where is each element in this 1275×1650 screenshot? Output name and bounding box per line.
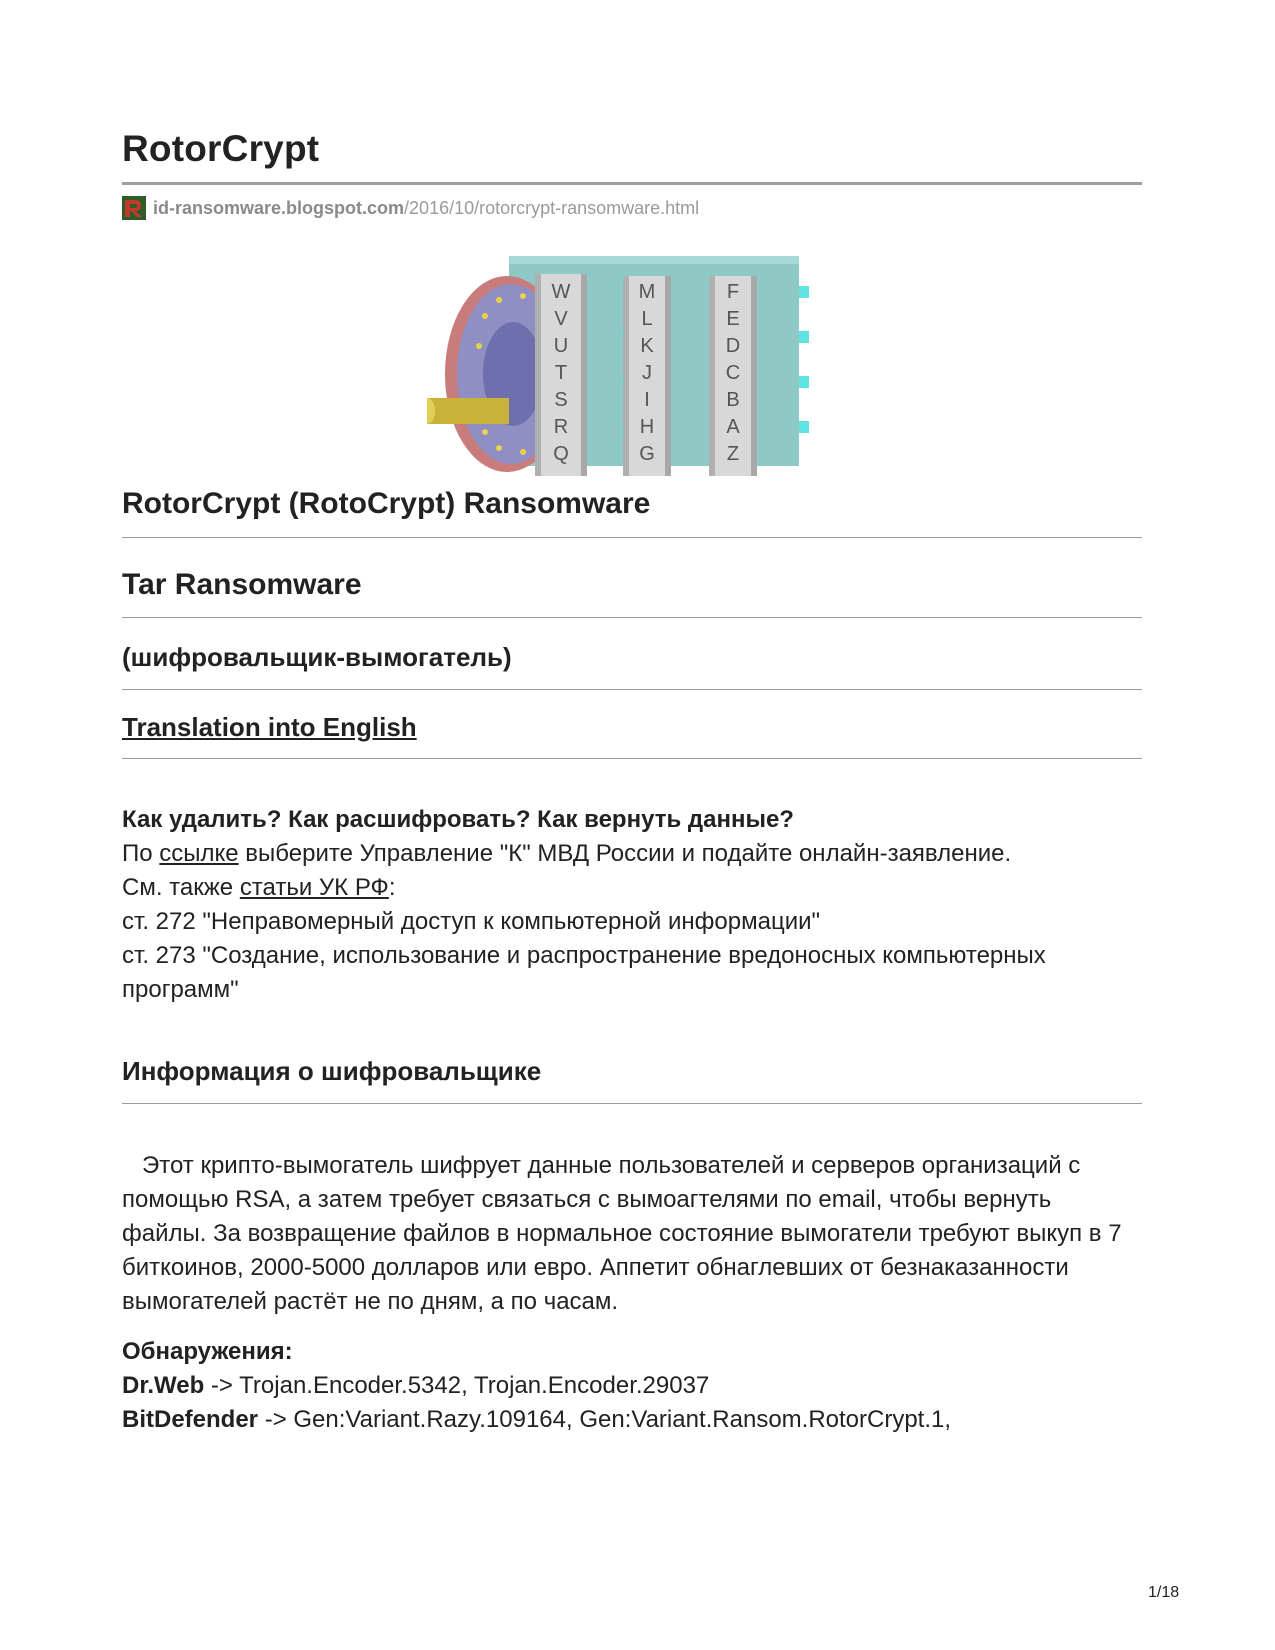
howto-line-3: ст. 272 "Неправомерный доступ к компьютерной информации" [122, 908, 821, 935]
source-path: /2016/10/rotorcrypt-ransomware.html [404, 197, 700, 218]
source-url[interactable] [122, 196, 699, 220]
text: По [122, 840, 160, 867]
rotor-letter: M [638, 281, 656, 303]
rotor-letter: B [726, 389, 740, 411]
detection-row [122, 1369, 1142, 1403]
detection-result: -> Trojan.Encoder.5342, Trojan.Encoder.29037 [204, 1372, 710, 1399]
rotor-letter: K [640, 335, 654, 357]
rotor-letter: F [726, 281, 740, 303]
translation-link[interactable]: Translation into English [122, 712, 417, 742]
rotor-letter: L [641, 308, 653, 330]
detection-row [122, 1403, 1142, 1437]
heading-rotorcrypt: RotorCrypt (RotoCrypt) Ransomware [122, 487, 651, 520]
title-divider [122, 182, 1142, 185]
rotor-letter: Z [726, 443, 740, 465]
rotor-letter: Q [553, 443, 569, 465]
rotor-letter: S [554, 389, 568, 411]
heading-tar-ransomware: Tar Ransomware [122, 568, 362, 601]
rotor-cipher-image [427, 256, 847, 476]
rotor-letter: I [644, 389, 650, 411]
rotor-letter: G [639, 443, 655, 465]
divider [122, 689, 1142, 690]
detections-section [122, 1335, 1142, 1437]
rotor-letter: H [639, 416, 655, 438]
howto-line-4: ст. 273 "Создание, использование и распространение вредоносных компьютерных программ" [122, 942, 1046, 1003]
howto-section [122, 803, 1142, 1007]
heading-info: Информация о шифровальщике [122, 1056, 542, 1086]
divider [122, 1103, 1142, 1104]
howto-title: Как удалить? Как расшифровать? Как вернуть данные? [122, 806, 794, 833]
rotor-letter: U [553, 335, 569, 357]
rotor-letter: J [642, 362, 652, 384]
rotor-letter: T [554, 362, 568, 384]
divider [122, 617, 1142, 618]
divider [122, 537, 1142, 538]
site-favicon-icon [122, 196, 146, 220]
document-title: RotorCrypt [122, 128, 320, 169]
rotor-letter: R [553, 416, 569, 438]
howto-line-2 [122, 871, 1142, 905]
text: выберите Управление "К" МВД России и подайте онлайн-заявление. [238, 840, 1012, 867]
page-number: 1/18 [1148, 1584, 1180, 1601]
text: : [388, 874, 396, 901]
detections-title: Обнаружения: [122, 1338, 293, 1365]
heading-ransomware-ru: (шифровальщик-вымогатель) [122, 642, 512, 672]
divider [122, 758, 1142, 759]
rotor-letter: C [725, 362, 741, 384]
rotor-letter: V [554, 308, 568, 330]
detection-vendor: BitDefender [122, 1406, 259, 1433]
text: См. также [122, 874, 240, 901]
detection-result: -> Gen:Variant.Razy.109164, Gen:Variant.Ransom.RotorCrypt.1, [258, 1406, 952, 1433]
info-paragraph: Этот крипто-вымогатель шифрует данные пользователей и серверов организаций с помощью RSA, а затем требует связаться с вымоагтелями по email, чтобы вернуть файлы. За возвращение файлов в нормальное состояние вымогатели требуют выкуп в 7 биткоинов, 2000-5000 долларов или евро. Аппетит обнаглевших от безнаказанности вымогателей растёт не по дням, а по часам. [122, 1152, 1122, 1315]
detection-vendor: Dr.Web [122, 1372, 205, 1399]
link-ssylke[interactable]: ссылке [159, 840, 239, 867]
rotor-letter: D [725, 335, 741, 357]
rotor-letter: A [726, 416, 740, 438]
source-domain: id-ransomware.blogspot.com [153, 197, 405, 218]
howto-line-1 [122, 837, 1142, 871]
rotor-letter: W [551, 281, 571, 303]
rotor-letter: E [726, 308, 740, 330]
link-uk-rf[interactable]: статьи УК РФ [239, 874, 389, 901]
